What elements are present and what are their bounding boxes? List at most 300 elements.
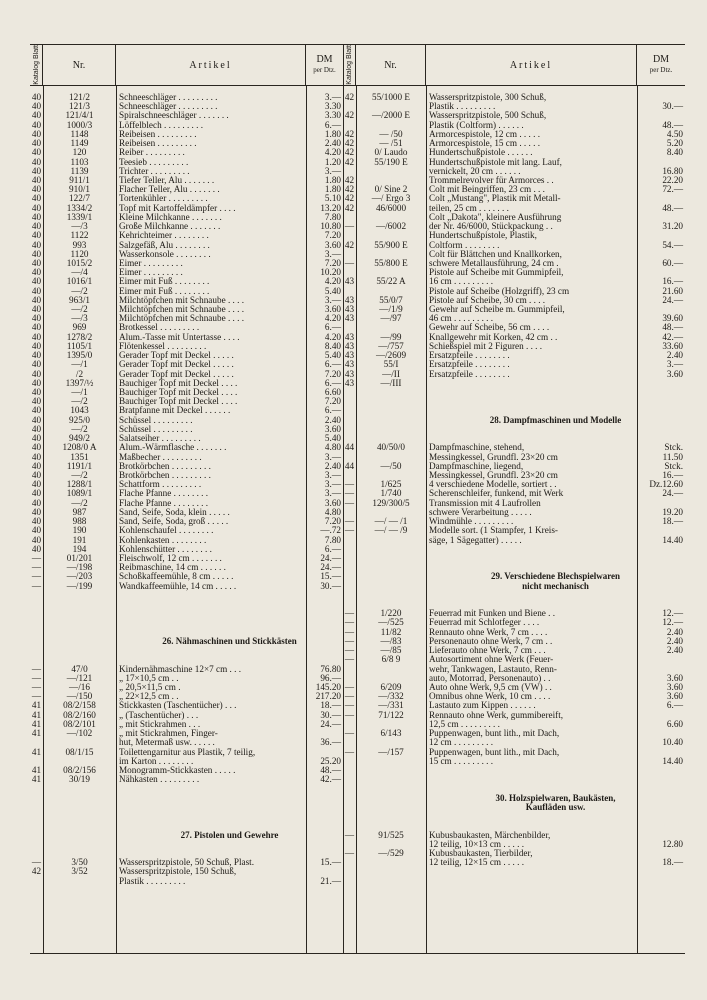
table-row — [30, 130, 343, 139]
table-row — [343, 277, 685, 286]
artikel-cell: Flache Pfanne . . . . . . . . — [119, 498, 209, 508]
katalog-cell: 40 — [31, 166, 42, 176]
price-cell: 19.20 — [662, 507, 683, 517]
artikel-cell: Wasserspritzpistole, 500 Schuß, — [429, 111, 547, 121]
katalog-cell: 40 — [31, 544, 42, 554]
katalog-cell: 40 — [31, 507, 42, 517]
table-row — [30, 867, 343, 876]
table-row — [30, 388, 343, 397]
nr-cell: 1288/1 — [66, 480, 93, 490]
table-row — [30, 794, 343, 803]
table-row — [343, 637, 685, 646]
katalog-cell: — — [31, 572, 42, 582]
nr-cell: —/757 — [378, 341, 404, 351]
nr-cell: —/331 — [378, 701, 404, 711]
artikel-cell: Lieferauto ohne Werk, 7 cm . . . — [429, 646, 546, 656]
table-row — [343, 858, 685, 867]
table-row — [343, 655, 685, 664]
price-cell: 4.20 — [324, 148, 341, 158]
artikel-cell: Flache Pfanne . . . . . . . . — [119, 489, 209, 499]
table-row — [30, 748, 343, 757]
artikel-cell: Transmission mit 4 Laufrollen — [429, 498, 541, 508]
artikel-cell: Salatseiher . . . . . . . . . — [119, 434, 201, 444]
table-row — [343, 582, 685, 591]
table-row — [30, 858, 343, 867]
katalog-cell: 40 — [31, 240, 42, 250]
price-cell: 6.60 — [666, 719, 683, 729]
price-cell: 22.20 — [662, 175, 683, 185]
nr-cell: 1000/3 — [66, 120, 93, 130]
nr-cell: —/1 — [71, 388, 88, 397]
nr-cell: 08/1/15 — [65, 747, 94, 757]
artikel-cell: Trichter . . . . . . . . . — [119, 166, 190, 176]
nr-cell: 129/300/5 — [372, 498, 410, 508]
katalog-cell: — — [344, 480, 355, 490]
nr-cell: 1139 — [70, 166, 89, 176]
table-row — [30, 314, 343, 323]
table-row — [30, 720, 343, 729]
katalog-cell: — — [31, 581, 42, 591]
table-row — [30, 618, 343, 627]
price-cell: 21.— — [320, 876, 341, 886]
table-row — [30, 674, 343, 683]
price-cell: 3.— — [324, 470, 341, 480]
price-cell: 7.20 — [324, 258, 341, 268]
katalog-cell: — — [31, 692, 42, 702]
artikel-cell: Wasserspritzpistole, 150 Schuß, — [119, 867, 237, 877]
katalog-cell: — — [344, 830, 355, 840]
table-row — [30, 738, 343, 747]
table-row — [343, 701, 685, 710]
price-cell: 5.10 — [324, 194, 341, 204]
nr-header: Nr. — [356, 45, 426, 85]
price-cell: 7.20 — [324, 369, 341, 379]
katalog-cell: 40 — [31, 424, 42, 434]
price-cell: 5.40 — [324, 286, 341, 296]
table-row — [30, 766, 343, 775]
artikel-cell: Große Milchkanne . . . . . . . — [119, 222, 221, 232]
nr-cell: —/99 — [380, 332, 402, 342]
price-cell: 96.— — [320, 673, 341, 683]
katalog-cell: 41 — [31, 701, 42, 711]
price-cell: 7.80 — [324, 535, 341, 545]
table-row — [30, 499, 343, 508]
nr-cell: —/85 — [380, 646, 402, 656]
price-cell: 24.— — [320, 719, 341, 729]
table-row — [30, 370, 343, 379]
katalog-cell: — — [344, 609, 355, 619]
nr-cell: 55/0/7 — [379, 295, 403, 305]
price-cell: 7.20 — [324, 397, 341, 407]
artikel-cell: „ mit Stickrahmen, Finger- — [119, 729, 218, 739]
price-cell: 60.— — [662, 258, 683, 268]
table-row — [343, 462, 685, 471]
table-row — [30, 342, 343, 351]
artikel-cell: auto, Motorrad, Personenauto) . . — [429, 673, 551, 683]
price-cell: 6.— — [324, 378, 341, 388]
katalog-cell: 43 — [344, 314, 355, 324]
price-cell: 30.— — [320, 581, 341, 591]
artikel-cell: 15 cm . . . . . . . . . — [429, 756, 494, 766]
dm-label: DM — [652, 54, 670, 65]
table-row — [343, 139, 685, 148]
katalog-cell: — — [31, 664, 42, 674]
artikel-cell: Eimer mit Fuß . . . . . . . . — [119, 277, 210, 287]
nr-cell: 08/2/160 — [63, 710, 96, 720]
table-row — [343, 121, 685, 130]
table-row — [30, 692, 343, 701]
price-cell: 5.40 — [324, 434, 341, 444]
artikel-cell: Rennauto ohne Werk, gummibereift, — [429, 710, 564, 720]
table-row — [30, 333, 343, 342]
table-row — [343, 416, 685, 425]
section-heading: 29. Verschiedene Blechspielwaren — [490, 572, 621, 582]
price-cell: 4.80 — [324, 443, 341, 453]
table-row — [343, 526, 685, 535]
table-row — [30, 711, 343, 720]
table-row — [30, 268, 343, 277]
price-cell: 25.20 — [320, 756, 341, 766]
katalog-cell: — — [344, 692, 355, 702]
nr-cell: —/102 — [66, 729, 93, 739]
nr-cell: —/2 — [71, 498, 88, 508]
price-cell: 3.60 — [324, 424, 341, 434]
artikel-cell: Kleine Milchkanne . . . . . . . — [119, 212, 222, 222]
nr-cell: 55/800 E — [374, 258, 408, 268]
katalog-cell: 40 — [31, 222, 42, 232]
nr-cell: 987 — [72, 507, 87, 517]
price-cell: 30.— — [320, 710, 341, 720]
artikel-cell: im Karton . . . . . . . . — [119, 756, 194, 766]
artikel-cell: Kohlenkasten . . . . . . . . — [119, 535, 207, 545]
artikel-cell: Colt „Dakota", kleinere Ausführung — [429, 212, 562, 222]
price-cell: 2.40 — [666, 646, 683, 656]
price-cell: 48.— — [662, 120, 683, 130]
artikel-cell: Rennauto ohne Werk, 7 cm . . . . — [429, 627, 548, 637]
katalog-cell: 40 — [31, 148, 42, 158]
artikel-cell: Hundertschußpistole . . . . . . — [429, 148, 533, 158]
artikel-cell: Reiber . . . . . . . . . — [119, 148, 185, 158]
nr-cell: 55/I — [383, 360, 399, 370]
right-price-table — [343, 44, 685, 954]
artikel-cell: 16 cm . . . . . . . . . — [429, 277, 494, 287]
price-cell: 76.80 — [320, 664, 341, 674]
artikel-cell: Dampfmaschine, stehend, — [429, 443, 525, 453]
katalog-cell: 40 — [31, 443, 42, 453]
nr-cell: —/3 — [71, 222, 88, 232]
price-cell: 16.— — [662, 277, 683, 287]
nr-cell: 1191/1 — [66, 461, 93, 471]
table-row — [343, 609, 685, 618]
artikel-cell: Ersatzpfeile . . . . . . . . — [429, 351, 510, 361]
nr-cell: 6/209 — [380, 683, 402, 692]
katalog-cell: 40 — [31, 277, 42, 287]
table-row — [343, 268, 685, 277]
nr-cell: 3/50 — [71, 858, 88, 868]
table-row — [343, 130, 685, 139]
nr-cell: 1397/½ — [65, 378, 94, 388]
artikel-cell: schwere Verarbeitung . . . . . — [429, 507, 532, 517]
nr-cell: 122/7 — [69, 194, 90, 204]
artikel-cell: Schüssel . . . . . . . . . — [119, 415, 193, 425]
nr-cell: —/2 — [71, 305, 88, 315]
table-row — [343, 194, 685, 203]
table-row — [30, 379, 343, 388]
nr-cell: — /51 — [379, 139, 403, 149]
nr-cell: 6/143 — [380, 729, 402, 739]
table-row — [343, 591, 685, 600]
katalog-cell: 40 — [31, 185, 42, 195]
artikel-cell: Colt „Mustang", Plastik mit Metall- — [429, 194, 561, 204]
katalog-cell: 40 — [31, 175, 42, 185]
table-row — [343, 370, 685, 379]
artikel-cell: Schattform . . . . . . . . . — [119, 480, 202, 490]
nr-cell: 1089/1 — [66, 489, 93, 499]
katalog-cell: 42 — [344, 240, 355, 250]
artikel-cell: Nähkasten . . . . . . . . . — [119, 775, 200, 785]
katalog-cell: — — [344, 618, 355, 628]
katalog-cell: 43 — [344, 378, 355, 388]
artikel-cell: Schüssel . . . . . . . . . — [119, 424, 193, 434]
katalog-cell: 42 — [344, 194, 355, 204]
table-row — [343, 176, 685, 185]
artikel-cell: Wandkaffeemühle, 14 cm . . . . . — [119, 581, 237, 591]
table-row — [30, 323, 343, 332]
table-row — [30, 517, 343, 526]
table-row — [30, 665, 343, 674]
table-row — [343, 397, 685, 406]
price-cell: 48.— — [662, 323, 683, 333]
katalog-cell: — — [344, 655, 355, 665]
artikel-cell: Messingkessel, Grundfl. 23×20 cm — [429, 452, 558, 462]
katalog-cell: 40 — [31, 203, 42, 213]
table-row — [30, 185, 343, 194]
nr-cell: 47/0 — [71, 664, 88, 674]
table-row — [343, 425, 685, 434]
table-row — [30, 655, 343, 664]
price-cell: 2.40 — [666, 351, 683, 361]
katalog-cell: — — [344, 258, 355, 268]
artikel-cell: Puppenwagen, bunt lith., mit Dach, — [429, 747, 560, 757]
table-row — [343, 821, 685, 830]
nr-cell: 1351 — [70, 452, 89, 462]
table-row — [30, 277, 343, 286]
nr-cell: 55/22 A — [376, 277, 406, 287]
table-row — [30, 563, 343, 572]
katalog-cell: 43 — [344, 341, 355, 351]
table-row — [343, 480, 685, 489]
artikel-cell: „ 22×12,5 cm . . — [119, 692, 179, 702]
artikel-cell: Brotkörbchen . . . . . . . . . — [119, 461, 211, 471]
artikel-cell: Gewehr auf Scheibe m. Gummipfeil, — [429, 305, 565, 315]
table-row — [343, 351, 685, 360]
artikel-cell: 4 verschiedene Modelle, sortiert . . — [429, 480, 557, 490]
artikel-cell: „ mit Stickrahmen . . . — [119, 719, 201, 729]
katalog-cell: 40 — [31, 286, 42, 296]
artikel-cell: vernickelt, 20 cm . . . . . . — [429, 166, 521, 176]
nr-cell: —/2 — [71, 424, 88, 434]
katalog-cell: 40 — [31, 249, 42, 259]
price-cell: 36.— — [320, 738, 341, 748]
artikel-cell: Topf mit Kartoffeldämpfer . . . . — [119, 203, 236, 213]
price-cell: 3.60 — [666, 683, 683, 692]
table-row — [343, 536, 685, 545]
artikel-cell: Messingkessel, Grundfl. 23×20 cm — [429, 470, 558, 480]
nr-cell: —/157 — [378, 747, 404, 757]
right-table-body — [343, 93, 685, 867]
artikel-cell: Salzgefäß, Alu . . . . . . . . — [119, 240, 210, 250]
artikel-cell: Kubusbaukasten, Tierbilder, — [429, 848, 533, 858]
price-cell: 2.40 — [666, 636, 683, 646]
artikel-cell: Brotkörbchen . . . . . . . . . — [119, 470, 211, 480]
price-cell: 16.80 — [662, 166, 683, 176]
table-row — [30, 582, 343, 591]
table-row — [343, 453, 685, 462]
nr-cell: —/198 — [66, 563, 93, 573]
table-row — [343, 158, 685, 167]
artikel-cell: Brotkessel . . . . . . . . . — [119, 323, 200, 333]
katalog-cell: — — [31, 673, 42, 683]
nr-cell: —/150 — [66, 692, 93, 702]
table-row — [30, 453, 343, 462]
katalog-cell: 41 — [31, 729, 42, 739]
table-row — [343, 831, 685, 840]
nr-cell: 1016/1 — [66, 277, 93, 287]
table-row — [343, 204, 685, 213]
artikel-cell: Gewehr auf Scheibe, 56 cm . . . . — [429, 323, 550, 333]
table-row — [343, 554, 685, 563]
artikel-cell: 46 cm . . . . . . . . . — [429, 314, 494, 324]
price-cell: 3.— — [666, 360, 683, 370]
table-row — [30, 250, 343, 259]
table-row — [343, 600, 685, 609]
katalog-cell: 41 — [31, 775, 42, 785]
left-price-table — [30, 44, 344, 954]
table-row — [30, 222, 343, 231]
table-row — [30, 158, 343, 167]
table-row — [343, 406, 685, 415]
artikel-cell: Feuerrad mit Funken und Biene . . — [429, 609, 556, 619]
table-row — [30, 821, 343, 830]
artikel-cell: Bauchiger Topf mit Deckel . . . . — [119, 378, 238, 388]
price-cell: 6.— — [666, 701, 683, 711]
table-row — [343, 231, 685, 240]
katalog-cell: 40 — [31, 388, 42, 397]
artikel-cell: „ 17×10,5 cm . . — [119, 673, 179, 683]
table-row — [343, 738, 685, 747]
katalog-cell: 41 — [31, 710, 42, 720]
nr-cell: 1/740 — [380, 489, 402, 499]
table-row — [343, 508, 685, 517]
katalog-cell: 41 — [31, 719, 42, 729]
nr-cell: —/2609 — [375, 351, 407, 361]
table-row — [343, 517, 685, 526]
table-row — [30, 646, 343, 655]
artikel-header: Artikel — [116, 45, 306, 85]
nr-cell: 1208/0 A — [62, 443, 97, 453]
artikel-cell: säge, 1 Sägegatter) . . . . . — [429, 535, 522, 545]
artikel-cell: hut, Metermaß usw. . . . . . — [119, 738, 215, 748]
table-row — [343, 766, 685, 775]
nr-cell: 949/2 — [69, 434, 90, 444]
artikel-cell: Trommelrevolver für Armorces . . — [429, 175, 554, 185]
nr-cell: 988 — [72, 517, 87, 527]
nr-cell: 963/1 — [69, 295, 90, 305]
right-table-header — [343, 45, 685, 86]
table-row — [30, 554, 343, 563]
nr-cell: 46/6000 — [375, 203, 407, 213]
artikel-cell: Flötenkessel . . . . . . . . . — [119, 341, 207, 351]
artikel-cell: Löffelblech . . . . . . . . . — [119, 120, 204, 130]
section-heading: 30. Holzspielwaren, Baukästen, — [495, 793, 616, 803]
price-cell: 31.20 — [662, 222, 683, 232]
price-cell: 3.60 — [324, 498, 341, 508]
nr-cell: 910/1 — [69, 185, 90, 195]
price-cell: 4.20 — [324, 277, 341, 287]
dm-header — [306, 45, 343, 85]
table-row — [343, 185, 685, 194]
table-row — [343, 572, 685, 581]
katalog-cell: 40 — [31, 369, 42, 379]
katalog-cell: 40 — [31, 397, 42, 407]
price-cell: 16.— — [662, 470, 683, 480]
price-cell: 14.40 — [662, 756, 683, 766]
katalog-cell: 43 — [344, 360, 355, 370]
table-row — [30, 812, 343, 821]
nr-cell: —/ — /1 — [374, 517, 408, 527]
nr-cell: —/ Ergo 3 — [371, 194, 411, 204]
nr-cell: 1122 — [70, 231, 89, 241]
artikel-cell: Kohlenschütter . . . . . . . . — [119, 544, 212, 554]
katalog-cell: 43 — [344, 305, 355, 315]
table-row — [343, 167, 685, 176]
price-cell: 5.20 — [666, 139, 683, 149]
nr-cell: 91/525 — [378, 830, 404, 840]
nr-cell: —/2 — [71, 286, 88, 296]
nr-cell: /2 — [75, 369, 84, 379]
artikel-cell: Tiefer Teller, Alu . . . . . . . — [119, 175, 215, 185]
table-row — [343, 618, 685, 627]
katalog-cell: 40 — [31, 139, 42, 149]
table-row — [343, 812, 685, 821]
table-row — [343, 93, 685, 102]
table-row — [343, 287, 685, 296]
nr-cell: 1015/2 — [66, 258, 93, 268]
nr-cell: —/332 — [378, 692, 404, 702]
table-row — [30, 849, 343, 858]
nr-cell: 121/4/1 — [65, 111, 94, 121]
price-cell: 24.— — [662, 489, 683, 499]
price-cell: 7.20 — [324, 231, 341, 241]
table-row — [343, 628, 685, 637]
artikel-cell: Armorcespistole, 12 cm . . . . . — [429, 129, 540, 139]
katalog-cell: 42 — [344, 148, 355, 158]
nr-cell: 55/190 E — [374, 157, 408, 167]
price-cell: 8.40 — [666, 148, 683, 158]
artikel-cell: Maßbecher . . . . . . . . . — [119, 452, 202, 462]
katalog-cell: 44 — [344, 443, 355, 453]
price-cell: 42.— — [320, 775, 341, 785]
katalog-cell: 40 — [31, 489, 42, 499]
table-row — [343, 545, 685, 554]
katalog-cell: 42 — [344, 157, 355, 167]
nr-cell: 55/900 E — [374, 240, 408, 250]
price-cell: 3.60 — [666, 369, 683, 379]
price-cell: Stck. — [664, 443, 683, 453]
artikel-cell: der Nr. 46/6000, Stückpackung . . — [429, 222, 553, 232]
price-cell: 30.— — [662, 102, 683, 112]
katalog-cell: — — [344, 526, 355, 536]
